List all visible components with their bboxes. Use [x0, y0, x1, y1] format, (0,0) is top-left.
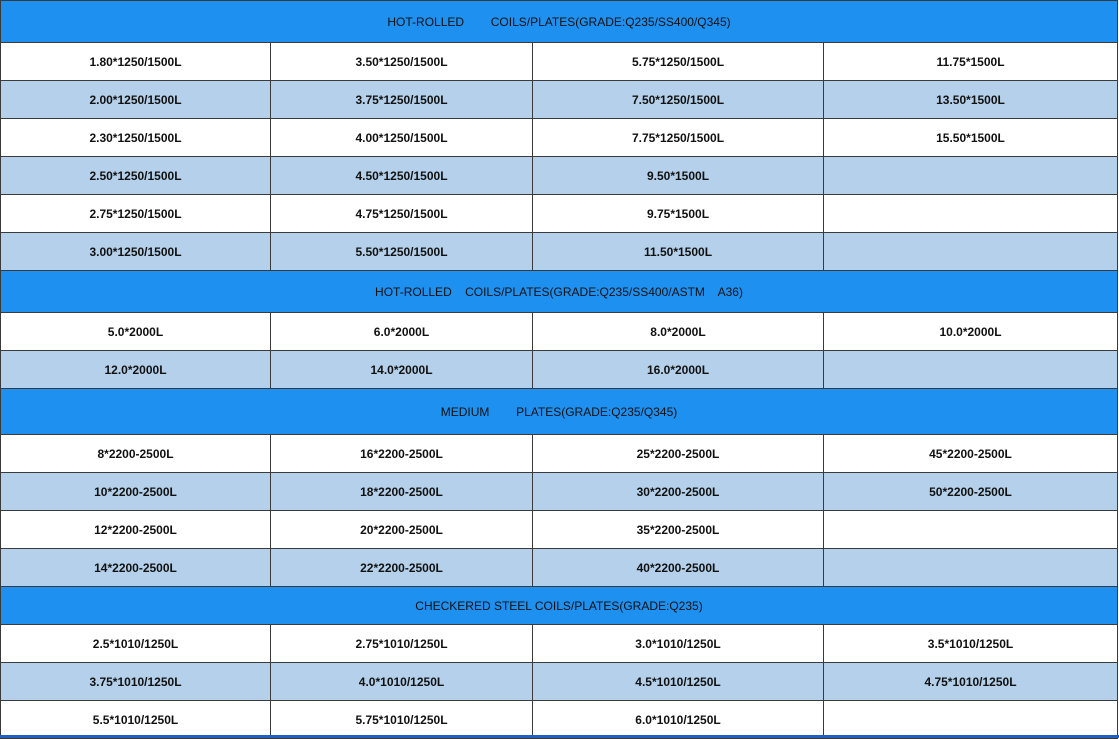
spec-cell: 4.00*1250/1500L [271, 119, 533, 157]
section-header [1, 1, 1118, 43]
spec-cell: 16.0*2000L [533, 351, 824, 389]
table-row [1, 435, 1118, 473]
spec-cell [824, 351, 1118, 389]
section-header [1, 389, 1118, 435]
spec-cell: 4.5*1010/1250L [533, 663, 824, 701]
spec-cell: 14*2200-2500L [1, 549, 271, 587]
spec-cell: 5.75*1010/1250L [271, 701, 533, 739]
spec-cell: 9.50*1500L [533, 157, 824, 195]
section-header [1, 271, 1118, 313]
table-row [1, 81, 1118, 119]
spec-cell [824, 701, 1118, 739]
section-title: HOT-ROLLED COILS/PLATES(GRADE:Q235/SS400/ASTM A36) [1, 271, 1118, 313]
spec-cell: 10*2200-2500L [1, 473, 271, 511]
spec-cell: 3.50*1250/1500L [271, 43, 533, 81]
spec-cell: 50*2200-2500L [824, 473, 1118, 511]
section-title: HOT-ROLLED COILS/PLATES(GRADE:Q235/SS400/Q345) [1, 1, 1118, 43]
spec-cell: 9.75*1500L [533, 195, 824, 233]
spec-cell: 6.0*2000L [271, 313, 533, 351]
table-row [1, 511, 1118, 549]
section-title: MEDIUM PLATES(GRADE:Q235/Q345) [1, 389, 1118, 435]
table-row [1, 195, 1118, 233]
section-header [1, 587, 1118, 625]
spec-cell: 13.50*1500L [824, 81, 1118, 119]
spec-cell: 3.00*1250/1500L [1, 233, 271, 271]
spec-cell: 35*2200-2500L [533, 511, 824, 549]
spec-cell: 4.50*1250/1500L [271, 157, 533, 195]
table-row [1, 157, 1118, 195]
spec-cell: 18*2200-2500L [271, 473, 533, 511]
spec-cell: 22*2200-2500L [271, 549, 533, 587]
spec-cell: 12*2200-2500L [1, 511, 271, 549]
spec-cell: 20*2200-2500L [271, 511, 533, 549]
spec-cell: 6.0*1010/1250L [533, 701, 824, 739]
spec-cell: 25*2200-2500L [533, 435, 824, 473]
spec-cell: 5.50*1250/1500L [271, 233, 533, 271]
table-row [1, 663, 1118, 701]
table-row [1, 473, 1118, 511]
spec-cell: 4.0*1010/1250L [271, 663, 533, 701]
spec-cell: 2.30*1250/1500L [1, 119, 271, 157]
spec-cell [824, 233, 1118, 271]
spec-cell [824, 511, 1118, 549]
section-title: CHECKERED STEEL COILS/PLATES(GRADE:Q235) [1, 587, 1118, 625]
spec-cell [824, 549, 1118, 587]
spec-cell: 7.50*1250/1500L [533, 81, 824, 119]
spec-cell: 11.75*1500L [824, 43, 1118, 81]
spec-cell: 10.0*2000L [824, 313, 1118, 351]
table-row [1, 701, 1118, 739]
spec-cell [824, 195, 1118, 233]
spec-cell: 5.75*1250/1500L [533, 43, 824, 81]
spec-cell: 11.50*1500L [533, 233, 824, 271]
spec-cell: 4.75*1250/1500L [271, 195, 533, 233]
spec-cell: 45*2200-2500L [824, 435, 1118, 473]
spec-cell: 8*2200-2500L [1, 435, 271, 473]
spec-cell: 3.75*1010/1250L [1, 663, 271, 701]
spec-cell: 8.0*2000L [533, 313, 824, 351]
spec-cell: 3.75*1250/1500L [271, 81, 533, 119]
table-row [1, 351, 1118, 389]
spec-cell: 15.50*1500L [824, 119, 1118, 157]
spec-cell: 5.5*1010/1250L [1, 701, 271, 739]
table-row [1, 43, 1118, 81]
spec-cell: 2.50*1250/1500L [1, 157, 271, 195]
spec-cell: 2.00*1250/1500L [1, 81, 271, 119]
spec-cell: 4.75*1010/1250L [824, 663, 1118, 701]
table-row [1, 233, 1118, 271]
spec-cell [824, 157, 1118, 195]
table-row [1, 549, 1118, 587]
table-row [1, 119, 1118, 157]
spec-cell: 1.80*1250/1500L [1, 43, 271, 81]
table-row [1, 625, 1118, 663]
spec-cell: 14.0*2000L [271, 351, 533, 389]
spec-cell: 40*2200-2500L [533, 549, 824, 587]
spec-cell: 2.75*1250/1500L [1, 195, 271, 233]
spec-cell: 3.5*1010/1250L [824, 625, 1118, 663]
spec-cell: 16*2200-2500L [271, 435, 533, 473]
spec-cell: 2.5*1010/1250L [1, 625, 271, 663]
spec-cell: 12.0*2000L [1, 351, 271, 389]
spec-cell: 2.75*1010/1250L [271, 625, 533, 663]
spec-cell: 3.0*1010/1250L [533, 625, 824, 663]
table-row [1, 313, 1118, 351]
spec-cell: 7.75*1250/1500L [533, 119, 824, 157]
spec-cell: 5.0*2000L [1, 313, 271, 351]
spec-cell: 30*2200-2500L [533, 473, 824, 511]
